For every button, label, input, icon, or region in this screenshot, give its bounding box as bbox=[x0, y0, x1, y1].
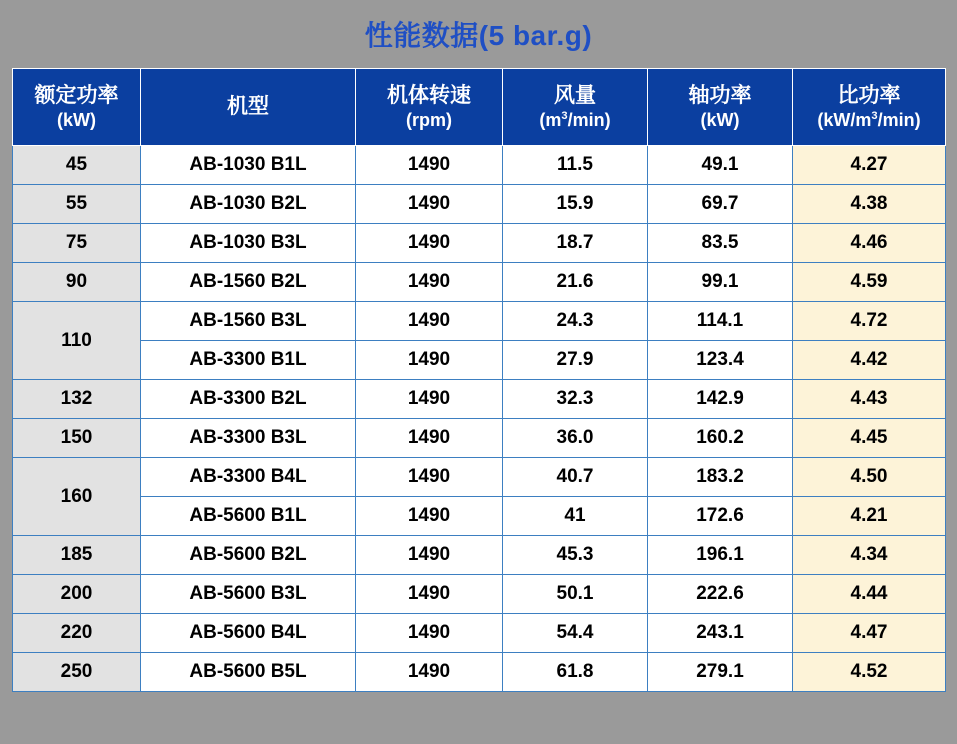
table-row bbox=[13, 419, 946, 458]
cell-model-name: AB-3300 B1L bbox=[141, 341, 356, 380]
table-row bbox=[13, 653, 946, 692]
column-header-power bbox=[13, 69, 141, 146]
cell-model-name: AB-1560 B3L bbox=[141, 302, 356, 341]
cell-rotation-speed: 1490 bbox=[356, 458, 503, 497]
cell-rotation-speed: 1490 bbox=[356, 575, 503, 614]
cell-air-flow: 45.3 bbox=[503, 536, 648, 575]
cell-air-flow: 24.3 bbox=[503, 302, 648, 341]
page-title: 性能数据(5 bar.g) bbox=[364, 20, 593, 51]
cell-rotation-speed: 1490 bbox=[356, 497, 503, 536]
table-row bbox=[13, 380, 946, 419]
cell-specific-power: 4.43 bbox=[793, 380, 946, 419]
cell-rotation-speed: 1490 bbox=[356, 341, 503, 380]
cell-rated-power: 110 bbox=[13, 302, 141, 380]
cell-rotation-speed: 1490 bbox=[356, 224, 503, 263]
table-row bbox=[13, 575, 946, 614]
column-header-unit: (rpm) bbox=[406, 109, 452, 130]
cell-model-name: AB-5600 B2L bbox=[141, 536, 356, 575]
column-header-label: 机型 bbox=[227, 94, 269, 118]
table-row bbox=[13, 341, 946, 380]
cell-shaft-power: 222.6 bbox=[648, 575, 793, 614]
cell-model-name: AB-3300 B4L bbox=[141, 458, 356, 497]
table-row bbox=[13, 497, 946, 536]
cell-air-flow: 41 bbox=[503, 497, 648, 536]
cell-model-name: AB-3300 B2L bbox=[141, 380, 356, 419]
cell-rotation-speed: 1490 bbox=[356, 614, 503, 653]
cell-shaft-power: 172.6 bbox=[648, 497, 793, 536]
cell-rotation-speed: 1490 bbox=[356, 263, 503, 302]
cell-shaft-power: 160.2 bbox=[648, 419, 793, 458]
cell-shaft-power: 183.2 bbox=[648, 458, 793, 497]
cell-shaft-power: 279.1 bbox=[648, 653, 793, 692]
table-header bbox=[13, 69, 946, 146]
table-row bbox=[13, 302, 946, 341]
cell-shaft-power: 99.1 bbox=[648, 263, 793, 302]
cell-model-name: AB-1560 B2L bbox=[141, 263, 356, 302]
cell-rotation-speed: 1490 bbox=[356, 185, 503, 224]
table-row bbox=[13, 536, 946, 575]
column-header-unit: $(kW/m^3/\min)$ bbox=[817, 109, 921, 130]
column-header-rpm bbox=[356, 69, 503, 146]
cell-rotation-speed: 1490 bbox=[356, 536, 503, 575]
cell-specific-power: 4.52 bbox=[793, 653, 946, 692]
cell-rated-power: 250 bbox=[13, 653, 141, 692]
cell-model-name: AB-5600 B4L bbox=[141, 614, 356, 653]
cell-air-flow: 15.9 bbox=[503, 185, 648, 224]
cell-shaft-power: 123.4 bbox=[648, 341, 793, 380]
column-header-label: 机体转速 bbox=[387, 83, 471, 107]
cell-rated-power: 75 bbox=[13, 224, 141, 263]
column-header-label: 轴功率 bbox=[688, 83, 752, 107]
cell-rated-power: 220 bbox=[13, 614, 141, 653]
cell-specific-power: 4.27 bbox=[793, 146, 946, 185]
cell-air-flow: 21.6 bbox=[503, 263, 648, 302]
cell-model-name: AB-1030 B2L bbox=[141, 185, 356, 224]
cell-air-flow: 27.9 bbox=[503, 341, 648, 380]
cell-air-flow: 40.7 bbox=[503, 458, 648, 497]
cell-shaft-power: 196.1 bbox=[648, 536, 793, 575]
table-row bbox=[13, 146, 946, 185]
cell-rotation-speed: 1490 bbox=[356, 653, 503, 692]
column-header-unit: (kW) bbox=[700, 109, 740, 130]
column-header-unit: (kW) bbox=[57, 109, 96, 130]
cell-rated-power: 150 bbox=[13, 419, 141, 458]
cell-model-name: AB-3300 B3L bbox=[141, 419, 356, 458]
cell-shaft-power: 142.9 bbox=[648, 380, 793, 419]
cell-specific-power: 4.50 bbox=[793, 458, 946, 497]
cell-shaft-power: 49.1 bbox=[648, 146, 793, 185]
cell-air-flow: 54.4 bbox=[503, 614, 648, 653]
cell-air-flow: 50.1 bbox=[503, 575, 648, 614]
cell-model-name: AB-1030 B3L bbox=[141, 224, 356, 263]
cell-air-flow: 11.5 bbox=[503, 146, 648, 185]
cell-rotation-speed: 1490 bbox=[356, 146, 503, 185]
table-body bbox=[13, 146, 946, 692]
cell-specific-power: 4.45 bbox=[793, 419, 946, 458]
cell-rotation-speed: 1490 bbox=[356, 419, 503, 458]
cell-shaft-power: 83.5 bbox=[648, 224, 793, 263]
cell-model-name: AB-5600 B3L bbox=[141, 575, 356, 614]
cell-rotation-speed: 1490 bbox=[356, 302, 503, 341]
cell-model-name: AB-5600 B1L bbox=[141, 497, 356, 536]
column-header-shaft bbox=[648, 69, 793, 146]
cell-rated-power: 160 bbox=[13, 458, 141, 536]
cell-shaft-power: 114.1 bbox=[648, 302, 793, 341]
column-header-model bbox=[141, 69, 356, 146]
cell-specific-power: 4.21 bbox=[793, 497, 946, 536]
cell-specific-power: 4.72 bbox=[793, 302, 946, 341]
cell-specific-power: 4.42 bbox=[793, 341, 946, 380]
cell-rated-power: 132 bbox=[13, 380, 141, 419]
cell-rated-power: 90 bbox=[13, 263, 141, 302]
column-header-label: 风量 bbox=[554, 83, 596, 107]
column-header-unit: $(m^3/\min)$ bbox=[539, 109, 611, 130]
cell-specific-power: 4.59 bbox=[793, 263, 946, 302]
table-row bbox=[13, 224, 946, 263]
performance-table bbox=[12, 68, 946, 692]
table-row bbox=[13, 614, 946, 653]
column-header-flow bbox=[503, 69, 648, 146]
column-header-label: 额定功率 bbox=[34, 83, 119, 107]
cell-shaft-power: 69.7 bbox=[648, 185, 793, 224]
cell-specific-power: 4.47 bbox=[793, 614, 946, 653]
cell-rated-power: 200 bbox=[13, 575, 141, 614]
cell-air-flow: 61.8 bbox=[503, 653, 648, 692]
table-row bbox=[13, 263, 946, 302]
cell-specific-power: 4.46 bbox=[793, 224, 946, 263]
cell-model-name: AB-5600 B5L bbox=[141, 653, 356, 692]
cell-specific-power: 4.34 bbox=[793, 536, 946, 575]
cell-air-flow: 32.3 bbox=[503, 380, 648, 419]
cell-air-flow: 36.0 bbox=[503, 419, 648, 458]
cell-shaft-power: 243.1 bbox=[648, 614, 793, 653]
cell-rated-power: 55 bbox=[13, 185, 141, 224]
cell-rated-power: 45 bbox=[13, 146, 141, 185]
cell-specific-power: 4.44 bbox=[793, 575, 946, 614]
cell-model-name: AB-1030 B1L bbox=[141, 146, 356, 185]
column-header-label: 比功率 bbox=[837, 83, 901, 107]
cell-rated-power: 185 bbox=[13, 536, 141, 575]
table-header-row bbox=[13, 69, 946, 146]
cell-specific-power: 4.38 bbox=[793, 185, 946, 224]
table-row bbox=[13, 458, 946, 497]
table-row bbox=[13, 185, 946, 224]
cell-air-flow: 18.7 bbox=[503, 224, 648, 263]
column-header-spec bbox=[793, 69, 946, 146]
cell-rotation-speed: 1490 bbox=[356, 380, 503, 419]
